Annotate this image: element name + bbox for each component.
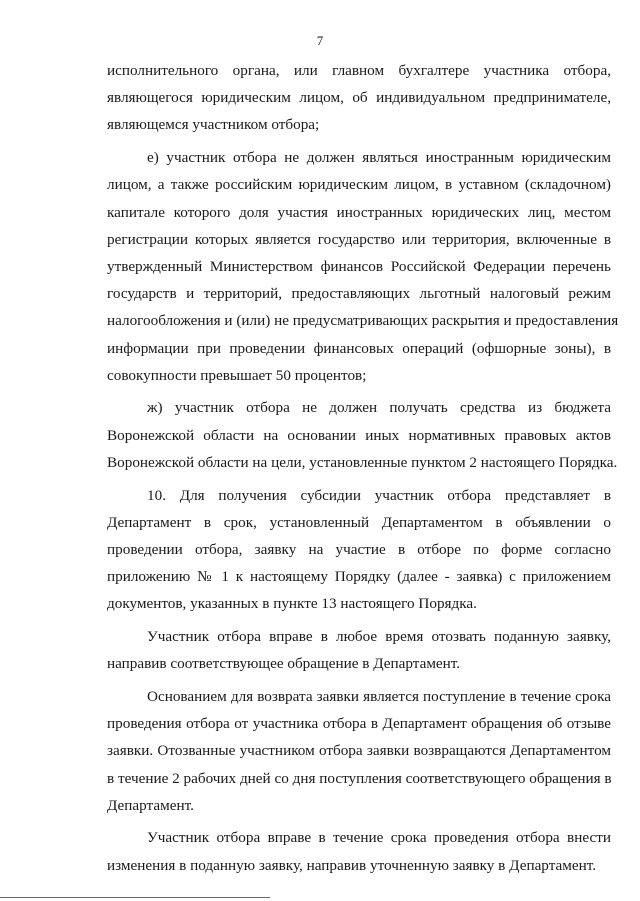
text-line: государств и территорий, предоставляющих льготный налоговый режим [107, 285, 611, 303]
text-line: заявки. Отозванные участником отбора заявки возвращаются Департаментом [107, 742, 611, 760]
text-line: Основанием для возврата заявки является поступление в течение срока [147, 687, 611, 705]
text-line: изменения в поданную заявку, направив уточненную заявку в Департамент. [107, 856, 597, 874]
text-line: налогообложения и (или) не предусматривающих раскрытия и предоставления [107, 312, 619, 330]
text-line: исполнительного органа, или главном бухгалтере участника отбора, [107, 62, 611, 79]
text-line: Участник отбора вправе в течение срока проведения отбора внести [147, 829, 611, 847]
text-line: 10. Для получения субсидии участник отбора представляет в [147, 486, 611, 504]
text-line: проведении отбора, заявку на участие в отборе по форме согласно [107, 540, 611, 558]
text-line: Воронежской области на цели, установленные пунктом 2 настоящего Порядка. [107, 453, 618, 471]
text-line: информации при проведении финансовых операций (офшорные зоны), в [107, 339, 611, 357]
text-line: лицом, а также российским юридическим лицом, в уставном (складочном) [107, 176, 611, 194]
text-line: документов, указанных в пункте 13 настоящего Порядка. [107, 595, 477, 613]
page-number: 7 [316, 33, 324, 48]
text-line: Департамент в срок, установленный Департаментом в объявлении о [107, 513, 611, 531]
text-line: е) участник отбора не должен являться иностранным юридическим [147, 149, 611, 167]
text-line: проведения отбора от участника отбора в Департамент обращения об отзыве [107, 715, 611, 733]
text-line: Департамент. [107, 796, 194, 814]
text-line: в течение 2 рабочих дней со дня поступления соответствующего обращения в [107, 769, 612, 787]
document-body [107, 57, 619, 879]
text-line: утвержденный Министерством финансов Российской Федерации перечень [107, 257, 611, 275]
text-line: регистрации которых является государство или территория, включенные в [107, 230, 611, 248]
bottom-divider [0, 897, 270, 898]
text-line: приложению № 1 к настоящему Порядку (далее - заявка) с приложением [107, 568, 611, 586]
text-line: Воронежской области на основании иных нормативных правовых актов [107, 426, 611, 444]
text-line: ж) участник отбора не должен получать средства из бюджета [147, 399, 611, 417]
text-line: совокупности превышает 50 процентов; [107, 366, 367, 384]
text-line: Участник отбора вправе в любое время отозвать поданную заявку, [147, 628, 611, 646]
text-line: являющегося юридическим лицом, об индивидуальном предпринимателе, [107, 89, 611, 107]
text-line: направив соответствующее обращение в Департамент. [107, 655, 461, 673]
text-line: капитале которого доля участия иностранных юридических лиц, местом [107, 203, 611, 221]
text-line: являющемся участником отбора; [107, 116, 320, 134]
